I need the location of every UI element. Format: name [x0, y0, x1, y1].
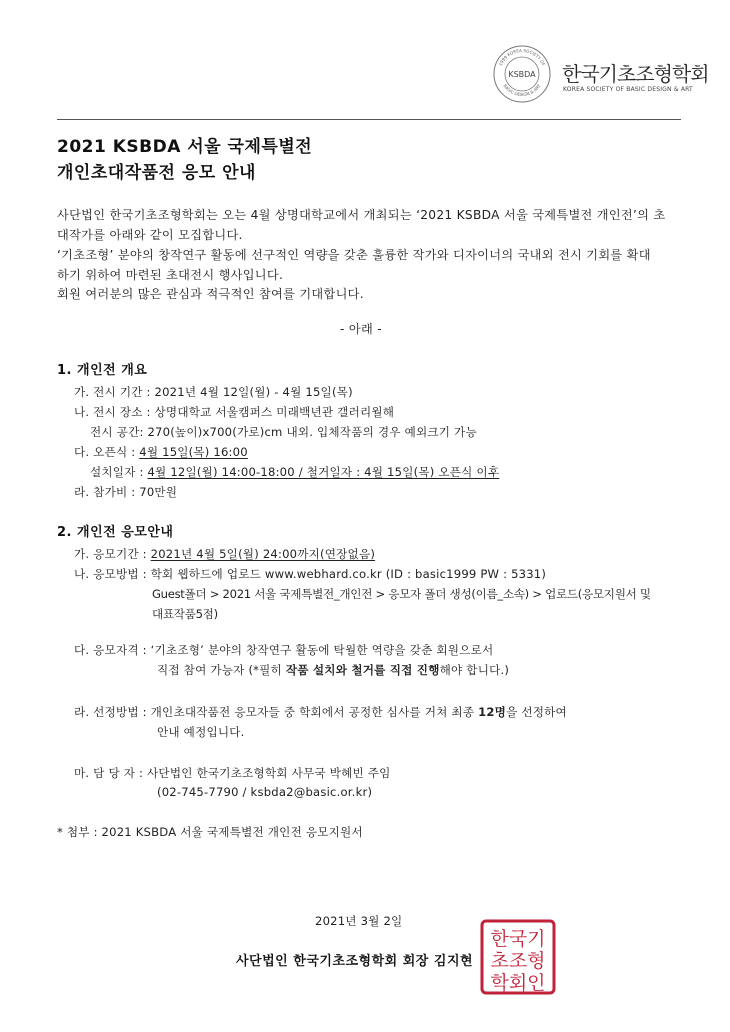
seal-text-3: 학회인 [490, 972, 546, 994]
seal-text-2: 초조형 [490, 950, 546, 972]
intro-line-5: 회원 여러분의 많은 관심과 적극적인 참여를 기대합니다. [57, 287, 364, 301]
intro-line-1: 사단법인 한국기초조형학회는 오는 4월 상명대학교에서 개최되는 ‘2021 KSBDA 서울 국제특별전 개인전’의 초 [57, 208, 666, 222]
section1-venue: 나. 전시 장소 : 상명대학교 서울캠퍼스 미래백년관 갤러리월해 [74, 405, 395, 419]
logo-english-name: KOREA SOCIETY OF BASIC DESIGN & ART [563, 86, 693, 93]
attachment-note: * 첨부 : 2021 KSBDA 서울 국제특별전 개인전 응모지원서 [57, 825, 363, 839]
section1-period: 가. 전시 기간 : 2021년 4월 12일(월) - 4월 15일(목) [74, 385, 353, 399]
intro-line-2: 대작가를 아래와 같이 모집합니다. [57, 228, 243, 242]
section1-opening-label: 다. 오픈식 : [74, 445, 140, 459]
official-seal-stamp [479, 918, 557, 996]
header-rule [57, 119, 681, 120]
section2-deadline [74, 546, 375, 562]
below-marker: - 아래 - [340, 322, 382, 336]
logo-circle-center-text: KSBDA [508, 70, 536, 79]
section1-heading: 1. 개인전 개요 [57, 363, 148, 378]
select-text-bold: 12명 [478, 705, 507, 719]
section1-install [90, 464, 499, 480]
select-text-c: 을 선정하여 [506, 705, 567, 719]
section2-heading: 2. 개인전 응모안내 [57, 525, 174, 540]
section2-qualification-2 [157, 662, 509, 678]
title-line-1: 2021 KSBDA 서울 국제특별전 [57, 137, 313, 157]
section1-opening-value: 4월 15일(목) 16:00 [139, 445, 248, 459]
svg-text:1999 KOREA SOCIETY OF [498, 48, 547, 67]
select-text-a: 라. 선정방법 : 개인초대작품전 응모자들 중 학회에서 공정한 심사를 거쳐 최종 [74, 705, 479, 719]
section2-selection-1 [74, 704, 567, 720]
section1-opening [74, 444, 248, 460]
qual-text-a: 직접 참여 가능자 (*필히 [157, 663, 286, 677]
logo-circle-top-text: 1999 KOREA SOCIETY OF [497, 47, 547, 67]
section1-space: 전시 공간: 270(높이)x700(가로)cm 내외. 입체작품의 경우 예외크기 가능 [90, 425, 477, 439]
ksbda-logo-seal [492, 44, 552, 104]
section2-deadline-label: 가. 응모기간 : [74, 547, 151, 561]
intro-line-4: 하기 위하여 마련된 초대전시 행사입니다. [57, 268, 284, 282]
logo-korean-name: 한국기초조형학회 [562, 62, 709, 86]
section2-contact-1: 마. 담 당 자 : 사단법인 한국기초조형학회 사무국 박혜빈 주임 [74, 766, 391, 780]
section2-qualification-1: 다. 응모자격 : ‘기초조형’ 분야의 창작연구 활동에 탁월한 역량을 갖춘 회원으로서 [74, 643, 494, 657]
svg-text:BASIC DESIGN & ART [503, 83, 542, 97]
document-date: 2021년 3월 2일 [315, 914, 403, 928]
intro-line-3: ‘기초조형’ 분야의 창작연구 활동에 선구적인 역량을 갖춘 훌륭한 작가와 디자이너의 국내외 전시 기회를 확대 [57, 248, 651, 262]
section2-deadline-value: 2021년 4월 5일(월) 24:00까지(연장없음) [150, 547, 376, 561]
section2-method-path-2: 대표작품5점) [152, 607, 218, 621]
section2-method-path-1: Guest폴더 > 2021 서울 국제특별전_개인전 > 응모자 폴더 생성(이름_소속) > 업로드(응모지원서 및 [152, 587, 651, 601]
section1-install-label: 설치일자 : [90, 465, 148, 479]
section2-selection-2: 안내 예정입니다. [157, 725, 245, 739]
signature: 사단법인 한국기초조형학회 회장 김지현 [236, 954, 474, 969]
section1-install-value: 4월 12일(월) 14:00-18:00 / 철거일자 : 4월 15일(목) 오픈식 이후 [147, 465, 500, 479]
title-line-2: 개인초대작품전 응모 안내 [57, 163, 256, 183]
section2-method: 나. 응모방법 : 학회 웹하드에 업로드 www.webhard.co.kr (ID : basic1999 PW : 5331) [74, 567, 547, 581]
section2-contact-2: (02-745-7790 / ksbda2@basic.or.kr) [157, 785, 373, 799]
qual-text-c: 해야 합니다.) [439, 663, 510, 677]
qual-text-bold: 작품 설치와 철거를 직접 진행 [285, 663, 440, 677]
logo-circle-bottom-text: BASIC DESIGN & ART [502, 83, 542, 98]
seal-text-1: 한국기 [490, 928, 546, 950]
section1-fee: 라. 참가비 : 70만원 [74, 485, 178, 499]
